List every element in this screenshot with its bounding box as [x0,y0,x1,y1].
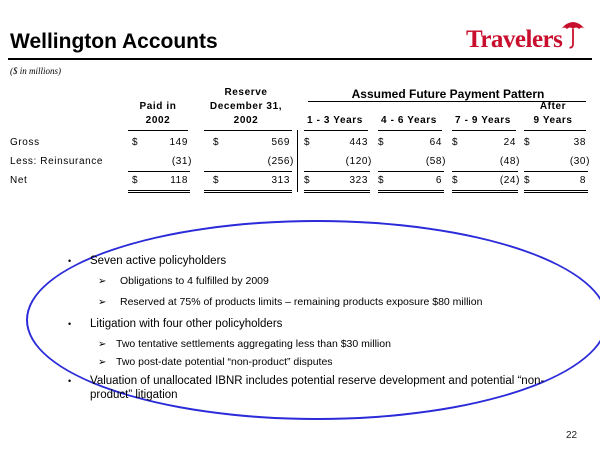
bullet-dot-icon: • [68,256,72,266]
sub-bullet-text: Obligations to 4 fulfilled by 2009 [120,275,269,287]
cell-y46-net: 6 [435,175,442,186]
sub-bullet-item [68,356,548,369]
cell-paid-reinsurance: (31) [171,156,192,167]
title-divider [8,58,592,60]
col-1-3-years: 1 - 3 Years [307,115,363,126]
header-underline [524,130,586,131]
dollar-sign: $ [452,175,459,186]
total-double-rule [378,190,444,193]
sub-bullet-text: Two post-date potential “non-product” disputes [116,356,333,368]
sub-bullet-text: Two tentative settlements aggregating less than $30 million [116,338,391,350]
cell-y79-reinsurance: (48) [499,156,520,167]
col-reserve-line1: Reserve [224,87,268,98]
arrow-bullet-icon: ➢ [98,357,107,368]
units-note: ($ in millions) [10,66,61,76]
page-number: 22 [566,430,578,441]
bullet-text: Valuation of unallocated IBNR includes potential reserve development and potential “non-product” litigation [90,375,545,401]
arrow-bullet-icon: ➢ [98,339,107,350]
col-7-9-years: 7 - 9 Years [455,115,511,126]
sub-bullet-item [68,296,548,309]
total-double-rule [304,190,370,193]
cell-reserve-net: 313 [271,175,290,186]
col-reserve-line3: 2002 [233,115,259,126]
total-double-rule [128,190,190,193]
header-underline [128,130,188,131]
dollar-sign: $ [213,175,220,186]
bullet-item [68,374,548,402]
cell-y13-reinsurance: (120) [345,156,372,167]
umbrella-icon [560,18,586,50]
bullet-list [68,254,548,409]
total-double-rule [524,190,588,193]
cell-after-gross: 38 [573,137,586,148]
bullet-dot-icon: • [68,319,72,329]
header-underline [204,130,292,131]
travelers-logo [466,18,586,54]
cell-after-reinsurance: (30) [569,156,590,167]
payment-pattern-header: Assumed Future Payment Pattern [351,87,545,101]
row-label-net: Net [10,175,28,186]
bullet-item [68,254,548,268]
row-label-reinsurance: Less: Reinsurance [10,156,104,167]
dollar-sign: $ [213,137,220,148]
subtotal-rule [128,171,190,172]
subtotal-rule [304,171,370,172]
arrow-bullet-icon: ➢ [98,297,107,308]
cell-reserve-reinsurance: (256) [267,156,294,167]
cell-y13-gross: 443 [349,137,368,148]
col-after-line2: 9 Years [533,115,573,126]
subtotal-rule [524,171,588,172]
dollar-sign: $ [524,175,531,186]
subtotal-rule [378,171,444,172]
row-label-gross: Gross [10,137,40,148]
sub-bullet-item [68,275,548,288]
subtotal-rule [452,171,518,172]
bullet-text: Seven active policyholders [90,255,227,267]
col-paid-line1: Paid in [139,101,177,112]
total-double-rule [204,190,292,193]
dollar-sign: $ [452,137,459,148]
cell-y79-gross: 24 [503,137,516,148]
logo-wordmark: Travelers [466,26,563,53]
cell-paid-gross: 149 [169,137,188,148]
cell-paid-net: 118 [170,175,188,186]
cell-y46-gross: 64 [429,137,442,148]
cell-reserve-gross: 569 [271,137,290,148]
reserve-table [8,84,592,202]
slide-title: Wellington Accounts [10,30,218,53]
column-divider [297,130,298,192]
header-underline [452,130,516,131]
header-underline [304,130,368,131]
dollar-sign: $ [132,137,139,148]
dollar-sign: $ [132,175,139,186]
arrow-bullet-icon: ➢ [98,276,107,287]
dollar-sign: $ [378,137,385,148]
bullet-item [68,317,548,331]
col-reserve-line2: December 31, [209,101,283,112]
col-after-line1: After [539,101,567,112]
total-double-rule [452,190,518,193]
cell-after-net: 8 [579,175,586,186]
subtotal-rule [204,171,292,172]
dollar-sign: $ [524,137,531,148]
dollar-sign: $ [304,175,311,186]
sub-bullet-text: Reserved at 75% of products limits – remaining products exposure $80 million [120,296,483,308]
cell-y13-net: 323 [349,175,368,186]
dollar-sign: $ [378,175,385,186]
bullet-dot-icon: • [68,376,72,386]
col-paid-line2: 2002 [145,115,171,126]
cell-y46-reinsurance: (58) [425,156,446,167]
dollar-sign: $ [304,137,311,148]
cell-y79-net: (24) [499,175,520,186]
sub-bullet-item [68,338,548,351]
header-underline [378,130,442,131]
bullet-text: Litigation with four other policyholders [90,318,283,330]
col-4-6-years: 4 - 6 Years [381,115,437,126]
